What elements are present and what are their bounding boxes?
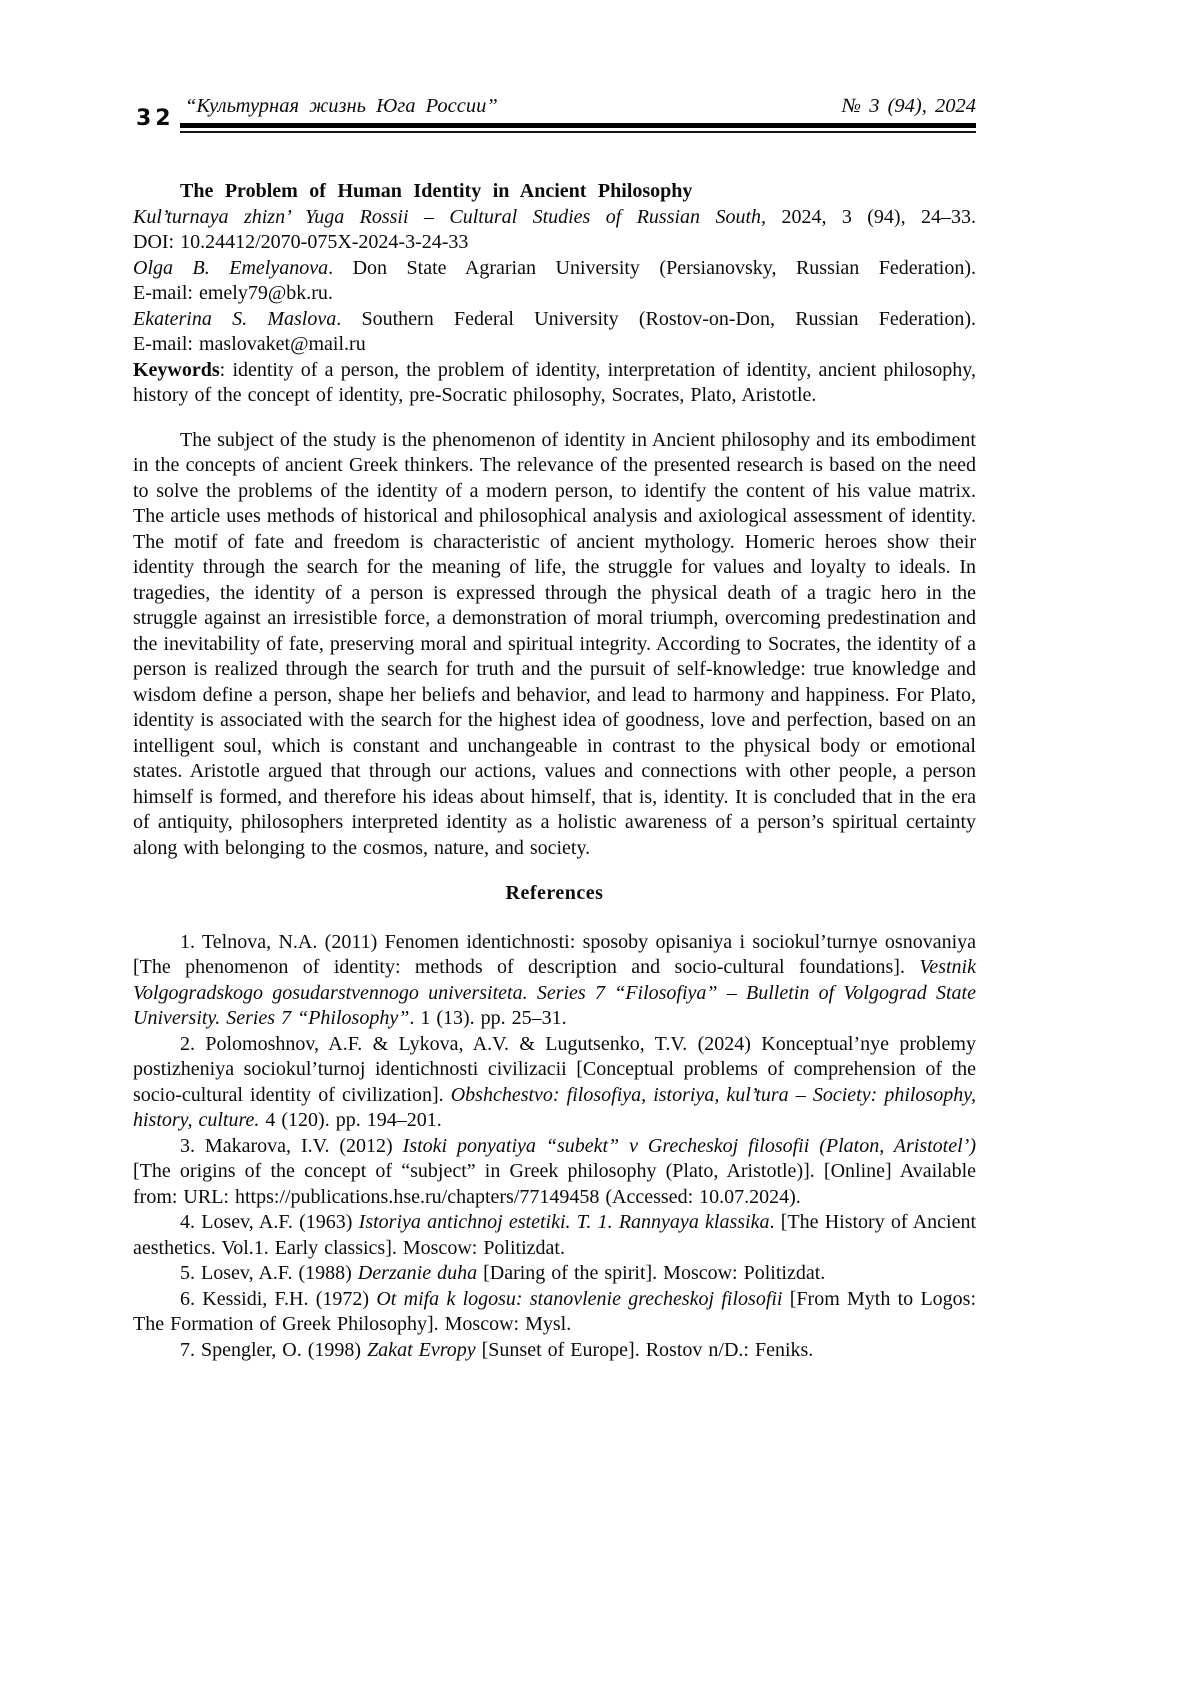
reference-item-7: 7. Spengler, O. (1998) Zakat Evropy [Sunset of Europe]. Rostov n/D.: Feniks. xyxy=(180,1338,814,1361)
reference-item-3: 3. Makarova, I.V. (2012) Istoki ponyatiya “subekt” v Grecheskoj filosofii (Platon, Aristotel’) [The origins of the concept of “subject” in Greek philosophy (Plato, Aristotle)]. [Online] Available from: URL: https://publications.hse.ru/chapters/77149458 (Accessed: 10.07.2024). xyxy=(133,1134,976,1208)
citation-line: Kul’turnaya zhizn’ Yuga Rossii – Cultural Studies of Russian South, 2024, 3 (94), 24–33. xyxy=(133,205,976,228)
author-line-2: Ekaterina S. Maslova. Southern Federal University (Rostov-on-Don, Russian Federation). xyxy=(133,307,976,330)
article-title: The Problem of Human Identity in Ancient Philosophy xyxy=(180,180,693,202)
email-line-1: E-mail: emely79@bk.ru. xyxy=(133,282,333,304)
reference-item-6: 6. Kessidi, F.H. (1972) Ot mifa k logosu: stanovlenie grecheskoj filosofii [From Myth to Logos: The Formation of Greek Philosophy]. Moscow: Mysl. xyxy=(133,1287,976,1335)
keywords-line: Keywords: identity of a person, the problem of identity, interpretation of identity, ancient philosophy, history of the concept of identity, pre-Socratic philosophy, Socrates, Plato, Aristotle. xyxy=(133,358,976,406)
header-rule-thin xyxy=(180,131,976,133)
abstract-paragraph: The subject of the study is the phenomenon of identity in Ancient philosophy and its embodiment in the concepts of ancient Greek thinkers. The relevance of the presented research is based on the need to solve the problems of the identity of a modern person, to identify the content of his value matrix. The article uses methods of historical and philosophical analysis and axiological assessment of identity. The motif of fate and freedom is characteristic of ancient mythology. Homeric heroes show their identity through the search for the meaning of life, the struggle for values and loyalty to ideals. In tragedies, the identity of a person is expressed through the physical death of a tragic hero in the struggle against an irresistible force, a demonstration of moral triumph, overcoming predestination and the inevitability of fate, preserving moral and spiritual integrity. According to Socrates, the identity of a person is realized through the search for truth and the pursuit of self-knowledge: true knowledge and wisdom define a person, shape her beliefs and behavior, and lead to harmony and happiness. For Plato, identity is associated with the search for the highest idea of goodness, love and perfection, based on an intelligent soul, which is constant and unchangeable in contrast to the physical body or emotional states. Aristotle argued that through our actions, values and connections with other people, a person himself is formed, and therefore his ideas about himself, that is, identity. It is concluded that in the era of antiquity, philosophers interpreted identity as a holistic awareness of a person’s spiritual certainty along with belonging to the cosmos, nature, and society. xyxy=(133,428,976,859)
page-number: 32 xyxy=(136,106,175,131)
reference-item-1: 1. Telnova, N.A. (2011) Fenomen identichnosti: sposoby opisaniya i sociokul’turnye osnovaniya [The phenomenon of identity: methods of description and socio-cultural foundations]. Vestnik Volgogradskogo gosudarstvennogo universiteta. Series 7 “Filosofiya” – Bulletin of Volgograd State University. Series 7 “Philosophy”. 1 (13). pp. 25–31. xyxy=(133,930,976,1029)
page-header xyxy=(133,0,976,133)
author-line-1: Olga B. Emelyanova. Don State Agrarian University (Persianovsky, Russian Federation). xyxy=(133,256,976,279)
references-heading: References xyxy=(505,882,604,904)
doi-line: DOI: 10.24412/2070-075X-2024-3-24-33 xyxy=(133,231,469,253)
journal-title: “Культурная жизнь Юга России” xyxy=(185,95,498,117)
article-body xyxy=(133,179,976,1363)
header-rule xyxy=(180,123,976,133)
issue-info: № 3 (94), 2024 xyxy=(841,95,976,117)
header-rule-thick xyxy=(180,123,976,128)
reference-item-5: 5. Losev, A.F. (1988) Derzanie duha [Daring of the spirit]. Moscow: Politizdat. xyxy=(180,1262,826,1284)
reference-item-4: 4. Losev, A.F. (1963) Istoriya antichnoj estetiki. T. 1. Rannyaya klassika. [The History of Ancient aesthetics. Vol.1. Early classics]. Moscow: Politizdat. xyxy=(133,1211,977,1259)
email-line-2: E-mail: maslovaket@mail.ru xyxy=(133,333,366,355)
reference-item-2: 2. Polomoshnov, A.F. & Lykova, A.V. & Lugutsenko, T.V. (2024) Konceptual’nye problemy postizheniya sociokul’turnoj identichnosti civilizacii [Conceptual problems of comprehension of the socio-cultural identity of civilization]. Obshchestvo: filosofiya, istoriya, kul’tura – Society: philosophy, history, culture. 4 (120). pp. 194–201. xyxy=(133,1032,976,1131)
